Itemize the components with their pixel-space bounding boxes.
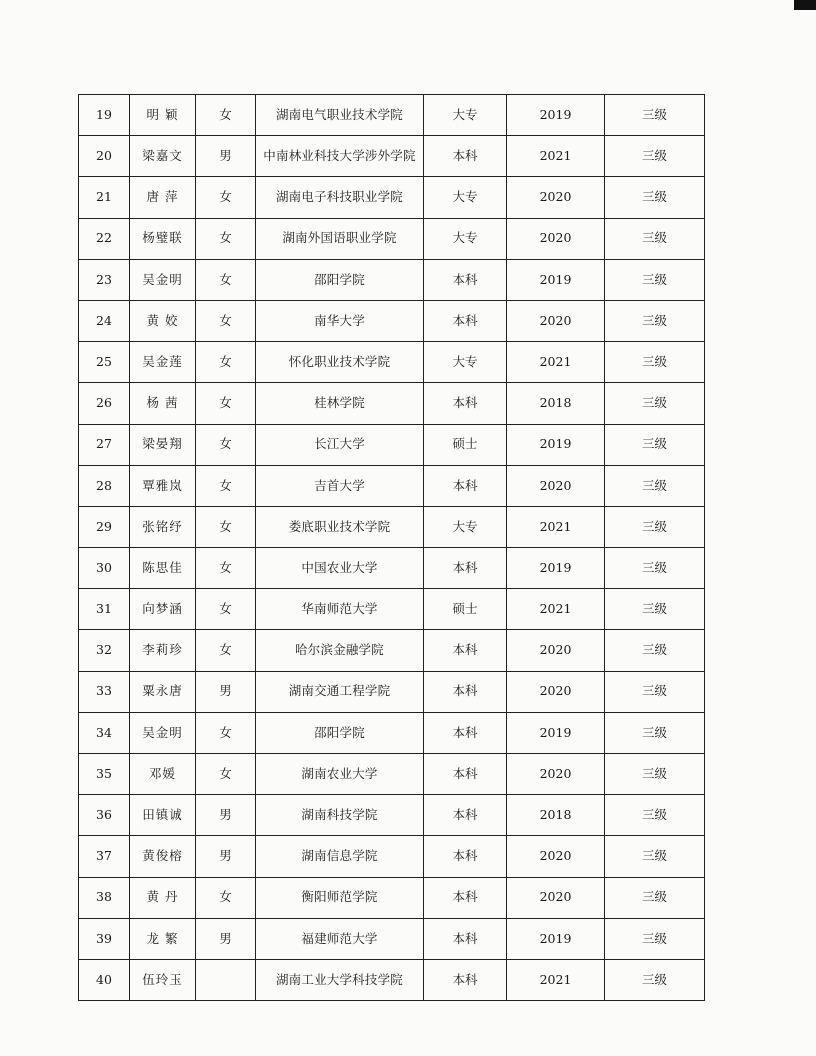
school-cell: 吉首大学	[256, 465, 424, 506]
person-name: 梁嘉文	[130, 136, 196, 177]
school-cell: 湖南工业大学科技学院	[256, 959, 424, 1000]
person-name: 杨 茜	[130, 383, 196, 424]
degree-cell: 本科	[424, 836, 507, 877]
roster-table	[78, 94, 705, 1001]
gender-cell: 女	[196, 218, 256, 259]
table-row	[79, 959, 705, 1000]
row-number: 28	[79, 465, 130, 506]
level-cell: 三级	[605, 218, 705, 259]
graduation-year-cell: 2021	[507, 589, 605, 630]
degree-cell: 本科	[424, 383, 507, 424]
graduation-year-cell: 2020	[507, 465, 605, 506]
row-number: 31	[79, 589, 130, 630]
gender-cell: 男	[196, 136, 256, 177]
graduation-year-cell: 2021	[507, 959, 605, 1000]
table-row	[79, 177, 705, 218]
table-row	[79, 95, 705, 136]
level-cell: 三级	[605, 630, 705, 671]
school-cell: 湖南电气职业技术学院	[256, 95, 424, 136]
level-cell: 三级	[605, 424, 705, 465]
row-number: 37	[79, 836, 130, 877]
gender-cell: 女	[196, 877, 256, 918]
gender-cell: 女	[196, 177, 256, 218]
school-cell: 华南师范大学	[256, 589, 424, 630]
table-row	[79, 465, 705, 506]
graduation-year-cell: 2019	[507, 95, 605, 136]
person-name: 伍玲玉	[130, 959, 196, 1000]
table-row	[79, 630, 705, 671]
row-number: 29	[79, 506, 130, 547]
graduation-year-cell: 2020	[507, 300, 605, 341]
degree-cell: 本科	[424, 136, 507, 177]
row-number: 32	[79, 630, 130, 671]
row-number: 25	[79, 342, 130, 383]
person-name: 吴金明	[130, 259, 196, 300]
table-row	[79, 383, 705, 424]
level-cell: 三级	[605, 589, 705, 630]
graduation-year-cell: 2020	[507, 671, 605, 712]
school-cell: 南华大学	[256, 300, 424, 341]
level-cell: 三级	[605, 259, 705, 300]
table-row	[79, 712, 705, 753]
graduation-year-cell: 2019	[507, 548, 605, 589]
level-cell: 三级	[605, 95, 705, 136]
gender-cell: 女	[196, 383, 256, 424]
graduation-year-cell: 2019	[507, 259, 605, 300]
roster-body	[79, 95, 705, 1001]
person-name: 向梦涵	[130, 589, 196, 630]
gender-cell: 女	[196, 95, 256, 136]
row-number: 33	[79, 671, 130, 712]
table-row	[79, 754, 705, 795]
scan-corner-mark	[794, 0, 816, 10]
table-row	[79, 877, 705, 918]
gender-cell: 女	[196, 342, 256, 383]
table-row	[79, 136, 705, 177]
gender-cell: 女	[196, 465, 256, 506]
level-cell: 三级	[605, 795, 705, 836]
degree-cell: 本科	[424, 671, 507, 712]
gender-cell: 女	[196, 589, 256, 630]
gender-cell: 女	[196, 712, 256, 753]
gender-cell: 女	[196, 630, 256, 671]
person-name: 邓媛	[130, 754, 196, 795]
gender-cell: 女	[196, 506, 256, 547]
row-number: 34	[79, 712, 130, 753]
person-name: 吴金明	[130, 712, 196, 753]
degree-cell: 大专	[424, 342, 507, 383]
gender-cell: 男	[196, 795, 256, 836]
person-name: 明 颖	[130, 95, 196, 136]
row-number: 24	[79, 300, 130, 341]
degree-cell: 本科	[424, 548, 507, 589]
table-row	[79, 548, 705, 589]
person-name: 黄俊榕	[130, 836, 196, 877]
table-row	[79, 424, 705, 465]
graduation-year-cell: 2019	[507, 424, 605, 465]
table-row	[79, 836, 705, 877]
row-number: 22	[79, 218, 130, 259]
school-cell: 湖南科技学院	[256, 795, 424, 836]
degree-cell: 本科	[424, 877, 507, 918]
school-cell: 湖南交通工程学院	[256, 671, 424, 712]
degree-cell: 大专	[424, 95, 507, 136]
person-name: 陈思佳	[130, 548, 196, 589]
row-number: 21	[79, 177, 130, 218]
level-cell: 三级	[605, 754, 705, 795]
degree-cell: 本科	[424, 712, 507, 753]
person-name: 龙 繁	[130, 918, 196, 959]
degree-cell: 本科	[424, 259, 507, 300]
row-number: 26	[79, 383, 130, 424]
person-name: 田镇诚	[130, 795, 196, 836]
person-name: 黄 姣	[130, 300, 196, 341]
gender-cell: 女	[196, 754, 256, 795]
table-row	[79, 589, 705, 630]
row-number: 27	[79, 424, 130, 465]
degree-cell: 本科	[424, 959, 507, 1000]
level-cell: 三级	[605, 465, 705, 506]
graduation-year-cell: 2019	[507, 712, 605, 753]
degree-cell: 大专	[424, 506, 507, 547]
degree-cell: 大专	[424, 218, 507, 259]
degree-cell: 本科	[424, 795, 507, 836]
school-cell: 湖南外国语职业学院	[256, 218, 424, 259]
gender-cell: 女	[196, 548, 256, 589]
gender-cell: 女	[196, 259, 256, 300]
row-number: 40	[79, 959, 130, 1000]
person-name: 张铭纾	[130, 506, 196, 547]
degree-cell: 硕士	[424, 424, 507, 465]
level-cell: 三级	[605, 383, 705, 424]
school-cell: 邵阳学院	[256, 712, 424, 753]
level-cell: 三级	[605, 877, 705, 918]
person-name: 吴金莲	[130, 342, 196, 383]
graduation-year-cell: 2018	[507, 795, 605, 836]
level-cell: 三级	[605, 136, 705, 177]
school-cell: 中国农业大学	[256, 548, 424, 589]
person-name: 唐 萍	[130, 177, 196, 218]
school-cell: 湖南电子科技职业学院	[256, 177, 424, 218]
level-cell: 三级	[605, 671, 705, 712]
person-name: 李莉珍	[130, 630, 196, 671]
graduation-year-cell: 2019	[507, 918, 605, 959]
gender-cell: 男	[196, 918, 256, 959]
graduation-year-cell: 2020	[507, 630, 605, 671]
school-cell: 怀化职业技术学院	[256, 342, 424, 383]
row-number: 39	[79, 918, 130, 959]
gender-cell: 女	[196, 424, 256, 465]
school-cell: 哈尔滨金融学院	[256, 630, 424, 671]
school-cell: 邵阳学院	[256, 259, 424, 300]
table-row	[79, 218, 705, 259]
graduation-year-cell: 2020	[507, 218, 605, 259]
degree-cell: 本科	[424, 300, 507, 341]
school-cell: 娄底职业技术学院	[256, 506, 424, 547]
table-row	[79, 918, 705, 959]
degree-cell: 本科	[424, 754, 507, 795]
level-cell: 三级	[605, 836, 705, 877]
graduation-year-cell: 2018	[507, 383, 605, 424]
school-cell: 湖南农业大学	[256, 754, 424, 795]
graduation-year-cell: 2021	[507, 342, 605, 383]
gender-cell: 男	[196, 836, 256, 877]
row-number: 20	[79, 136, 130, 177]
school-cell: 湖南信息学院	[256, 836, 424, 877]
row-number: 30	[79, 548, 130, 589]
person-name: 杨璧联	[130, 218, 196, 259]
row-number: 38	[79, 877, 130, 918]
level-cell: 三级	[605, 177, 705, 218]
level-cell: 三级	[605, 959, 705, 1000]
gender-cell	[196, 959, 256, 1000]
table-row	[79, 506, 705, 547]
graduation-year-cell: 2020	[507, 177, 605, 218]
school-cell: 衡阳师范学院	[256, 877, 424, 918]
graduation-year-cell: 2020	[507, 754, 605, 795]
table-row	[79, 795, 705, 836]
level-cell: 三级	[605, 548, 705, 589]
row-number: 23	[79, 259, 130, 300]
school-cell: 长江大学	[256, 424, 424, 465]
graduation-year-cell: 2020	[507, 877, 605, 918]
school-cell: 福建师范大学	[256, 918, 424, 959]
school-cell: 桂林学院	[256, 383, 424, 424]
person-name: 覃雅岚	[130, 465, 196, 506]
table-row	[79, 342, 705, 383]
table-row	[79, 671, 705, 712]
graduation-year-cell: 2020	[507, 836, 605, 877]
level-cell: 三级	[605, 918, 705, 959]
degree-cell: 本科	[424, 465, 507, 506]
person-name: 梁晏翔	[130, 424, 196, 465]
row-number: 35	[79, 754, 130, 795]
graduation-year-cell: 2021	[507, 506, 605, 547]
person-name: 黄 丹	[130, 877, 196, 918]
person-name: 粟永唐	[130, 671, 196, 712]
level-cell: 三级	[605, 342, 705, 383]
table-row	[79, 300, 705, 341]
school-cell: 中南林业科技大学涉外学院	[256, 136, 424, 177]
gender-cell: 男	[196, 671, 256, 712]
gender-cell: 女	[196, 300, 256, 341]
table-row	[79, 259, 705, 300]
level-cell: 三级	[605, 712, 705, 753]
degree-cell: 硕士	[424, 589, 507, 630]
level-cell: 三级	[605, 300, 705, 341]
graduation-year-cell: 2021	[507, 136, 605, 177]
degree-cell: 大专	[424, 177, 507, 218]
level-cell: 三级	[605, 506, 705, 547]
row-number: 19	[79, 95, 130, 136]
degree-cell: 本科	[424, 918, 507, 959]
row-number: 36	[79, 795, 130, 836]
degree-cell: 本科	[424, 630, 507, 671]
